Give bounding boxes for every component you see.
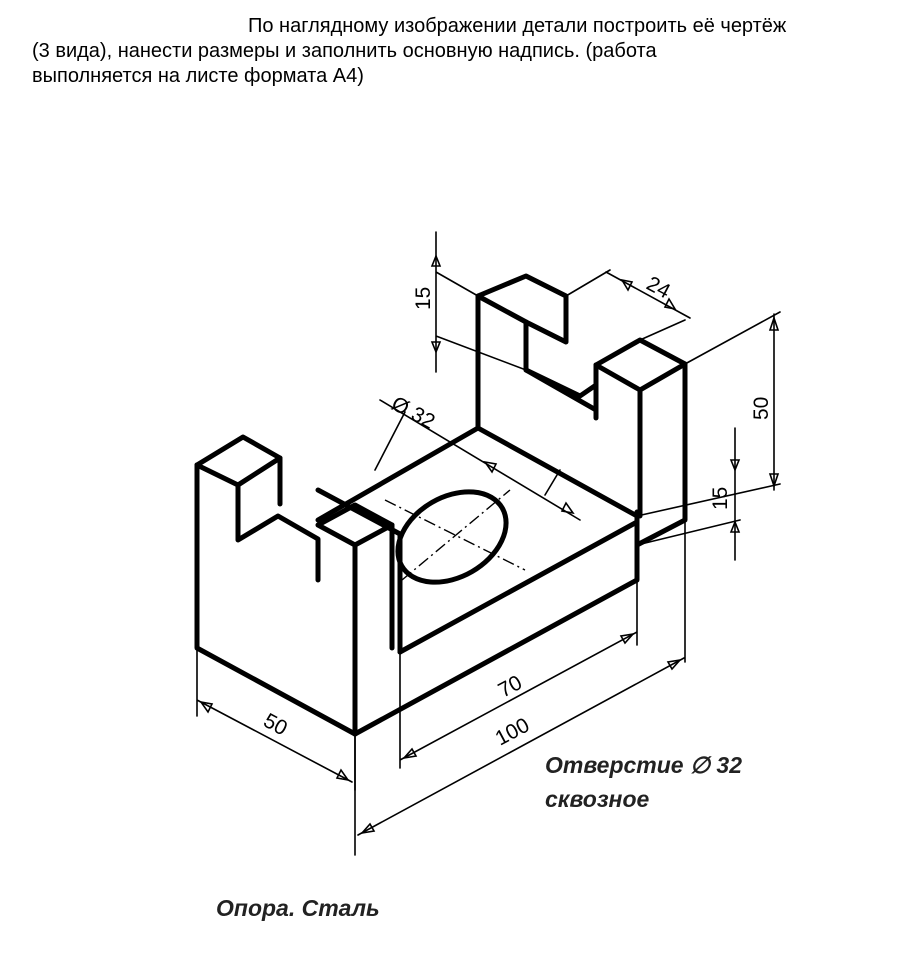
left-wall-notch [197,437,318,580]
dim-15-right: 15 [709,486,732,510]
task-line-1: По наглядному изображении детали построить её чертёж [248,15,787,37]
base-floor-front [400,522,637,652]
hole-centerline-2 [402,490,510,580]
dim-100: 100 [491,713,534,751]
dim-50-width: 50 [259,709,292,741]
left-wall-outline [197,465,355,734]
dim-50-height: 50 [750,396,773,420]
right-wall-post-right [596,364,685,516]
dim-32-hole: Ø 32 [387,392,439,434]
task-line-2: (3 вида), нанести размеры и заполнить основную надпись. (работа [32,40,657,62]
hole-note-line-1: Отверстие ∅ 32 [545,752,742,778]
left-wall-notch-edge [197,465,238,485]
task-line-3: выполняется на листе формата А4) [32,65,364,87]
base-floor-back [318,428,637,520]
through-hole [382,473,525,600]
dim-24: 24 [642,272,675,304]
hole-ellipse [382,473,522,600]
hole-note-line-2: сквозное [545,786,650,812]
part-outline [197,276,685,734]
right-wall-outline [478,276,685,545]
caption: Опора. Сталь [216,895,380,921]
dim-70: 70 [494,671,526,703]
right-wall-post-left [478,296,526,322]
dim-15-top: 15 [412,286,435,310]
